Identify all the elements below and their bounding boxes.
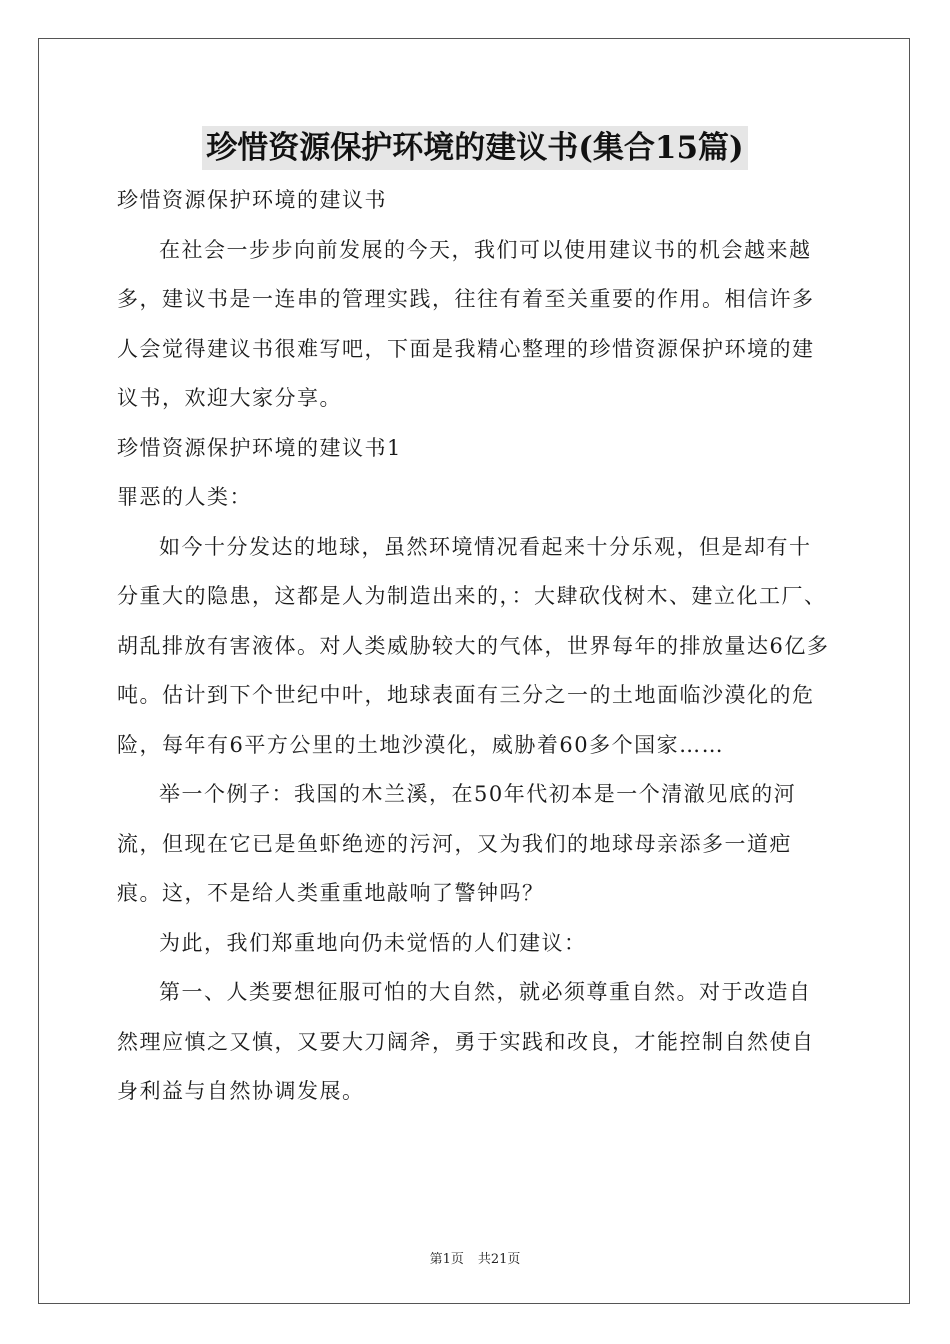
paragraph: 举一个例子：我国的木兰溪，在50年代初本是一个清澈见底的河流，但现在它已是鱼虾绝迹的污河，又为我们的地球母亲添多一道疤痕。这，不是给人类重重地敲响了警钟吗？ <box>117 782 797 905</box>
page-footer <box>0 1248 950 1267</box>
paragraph: 如今十分发达的地球，虽然环境情况看起来十分乐观，但是却有十分重大的隐患，这都是人为制造出来的，：大肆砍伐树木、建立化工厂、胡乱排放有害液体。对人类威胁较大的气体，世界每年的排放量达6亿多吨。估计到下个世纪中叶，地球表面有三分之一的土地面临沙漠化的危险，每年有6平方公里的土地沙漠化，威胁着60多个国家…… <box>117 534 830 757</box>
page-number: 第1页 <box>429 1252 464 1267</box>
document-body <box>117 176 833 1117</box>
title-container <box>0 126 950 170</box>
document-title: 珍惜资源保护环境的建议书(集合15篇) <box>202 126 747 170</box>
paragraph: 第一、人类要想征服可怕的大自然，就必须尊重自然。对于改造自然理应慎之又慎，又要大刀阔斧，勇于实践和改良，才能控制自然使自身利益与自然协调发展。 <box>117 980 815 1103</box>
paragraph: 在社会一步步向前发展的今天，我们可以使用建议书的机会越来越多，建议书是一连串的管理实践，往往有着至关重要的作用。相信许多人会觉得建议书很难写吧，下面是我精心整理的珍惜资源保护环境的建议书，欢迎大家分享。 <box>117 237 815 410</box>
paragraph: 珍惜资源保护环境的建议书 <box>117 188 387 212</box>
page-total: 共21页 <box>477 1252 521 1267</box>
section-heading: 珍惜资源保护环境的建议书1 <box>117 435 402 460</box>
paragraph: 为此，我们郑重地向仍未觉悟的人们建议： <box>159 930 587 955</box>
salutation: 罪恶的人类： <box>117 485 252 509</box>
